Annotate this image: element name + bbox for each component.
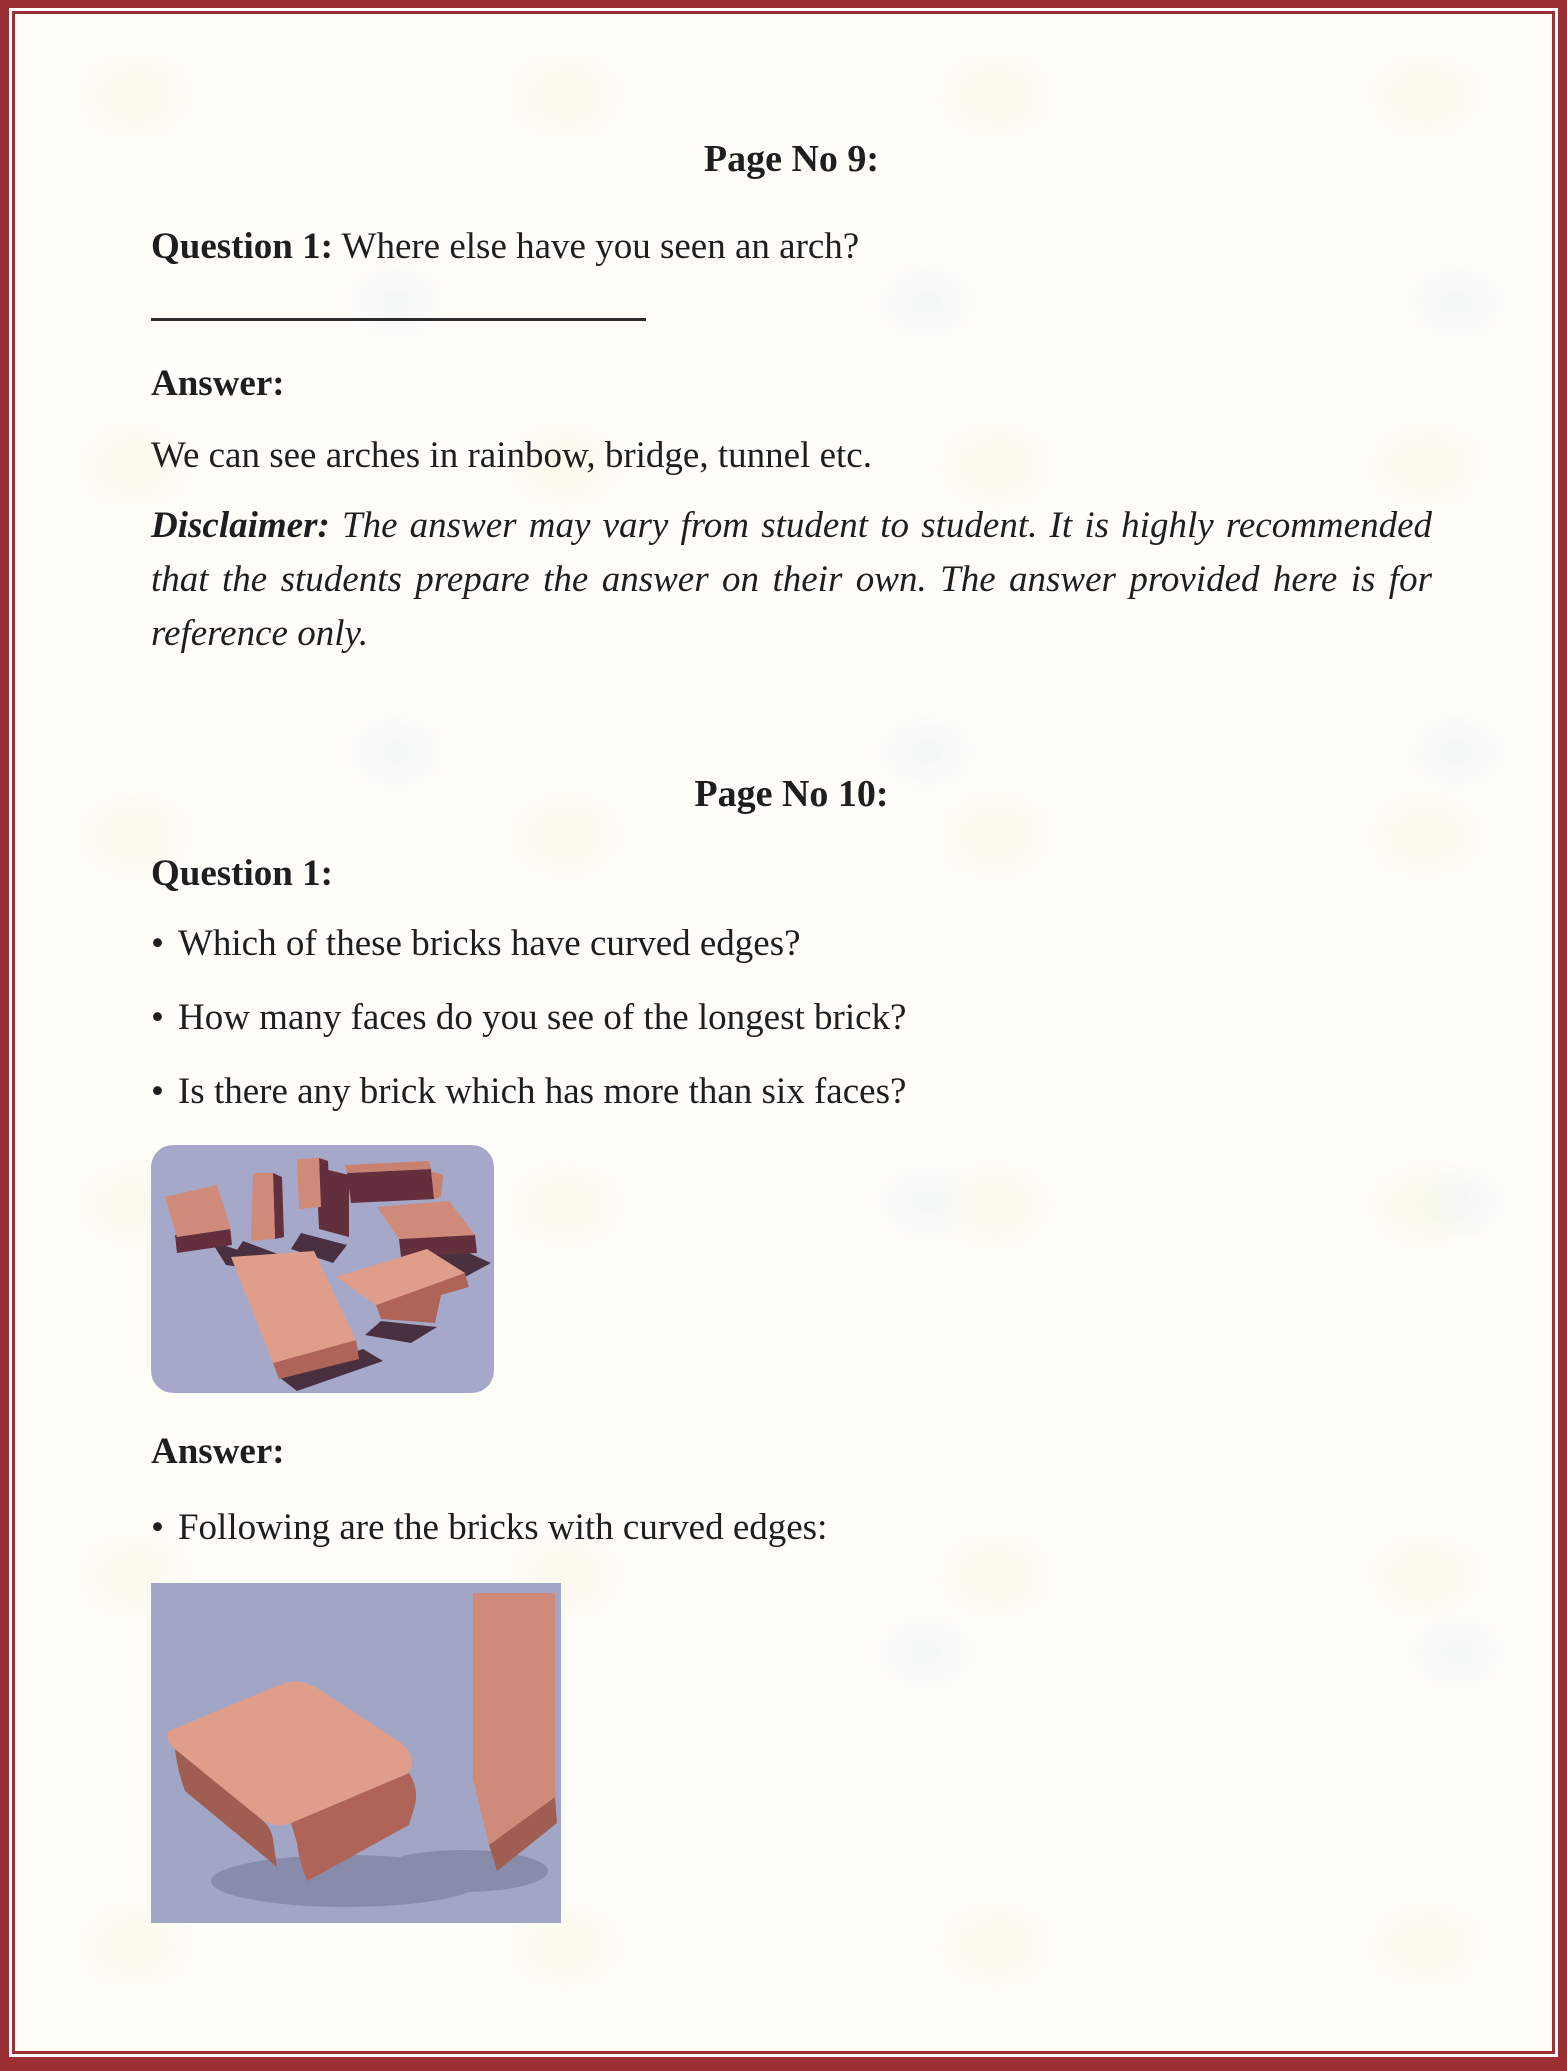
bullet-text: Is there any brick which has more than six faces? bbox=[177, 1071, 907, 1112]
brick-shadow bbox=[378, 1850, 548, 1892]
answer-blank-line bbox=[151, 318, 646, 321]
bullet-glyph: • bbox=[151, 1071, 164, 1112]
bullet-glyph: • bbox=[151, 997, 164, 1038]
page9-question-label: Question 1: bbox=[151, 226, 333, 267]
curved-bricks-illustration bbox=[151, 1583, 561, 1923]
bullet-text: Which of these bricks have curved edges? bbox=[177, 923, 801, 964]
bullet-glyph: • bbox=[151, 1507, 164, 1548]
page10-answer-label: Answer: bbox=[151, 1431, 285, 1472]
bullet-text: How many faces do you see of the longest brick? bbox=[177, 997, 907, 1038]
page9-question-text: Where else have you seen an arch? bbox=[332, 226, 860, 267]
disclaimer-text: The answer may vary from student to student. It is highly recommended that the students prepare the answer on their own. The answer provided here is for reference only. bbox=[151, 505, 1432, 654]
page10-question-label: Question 1: bbox=[151, 853, 333, 894]
page9-title: Page No 9: bbox=[703, 138, 880, 180]
document-content bbox=[15, 132, 1552, 1923]
page9-answer-label: Answer: bbox=[151, 363, 285, 404]
page10-bullet-1 bbox=[151, 917, 1432, 971]
disclaimer-paragraph bbox=[151, 499, 1432, 661]
bullet-text: Following are the bricks with curved edges: bbox=[177, 1507, 828, 1548]
bullet-glyph: • bbox=[151, 923, 164, 964]
page10-bullet-2 bbox=[151, 991, 1432, 1045]
brick-shape bbox=[251, 1173, 275, 1241]
scattered-bricks-illustration bbox=[151, 1145, 494, 1393]
brick-shape bbox=[297, 1158, 321, 1209]
curved-bricks-image bbox=[151, 1583, 561, 1923]
disclaimer-label: Disclaimer: bbox=[151, 505, 330, 546]
page9-answer-text: We can see arches in rainbow, bridge, tunnel etc. bbox=[151, 435, 872, 476]
page10-title: Page No 10: bbox=[694, 773, 889, 815]
page10-bullet-3 bbox=[151, 1065, 1432, 1119]
scattered-bricks-image bbox=[151, 1145, 494, 1393]
brick-shape bbox=[347, 1169, 435, 1203]
page10-answer-bullet bbox=[151, 1501, 1432, 1555]
page-inner-border bbox=[12, 11, 1555, 2054]
page9-question bbox=[151, 220, 1432, 274]
